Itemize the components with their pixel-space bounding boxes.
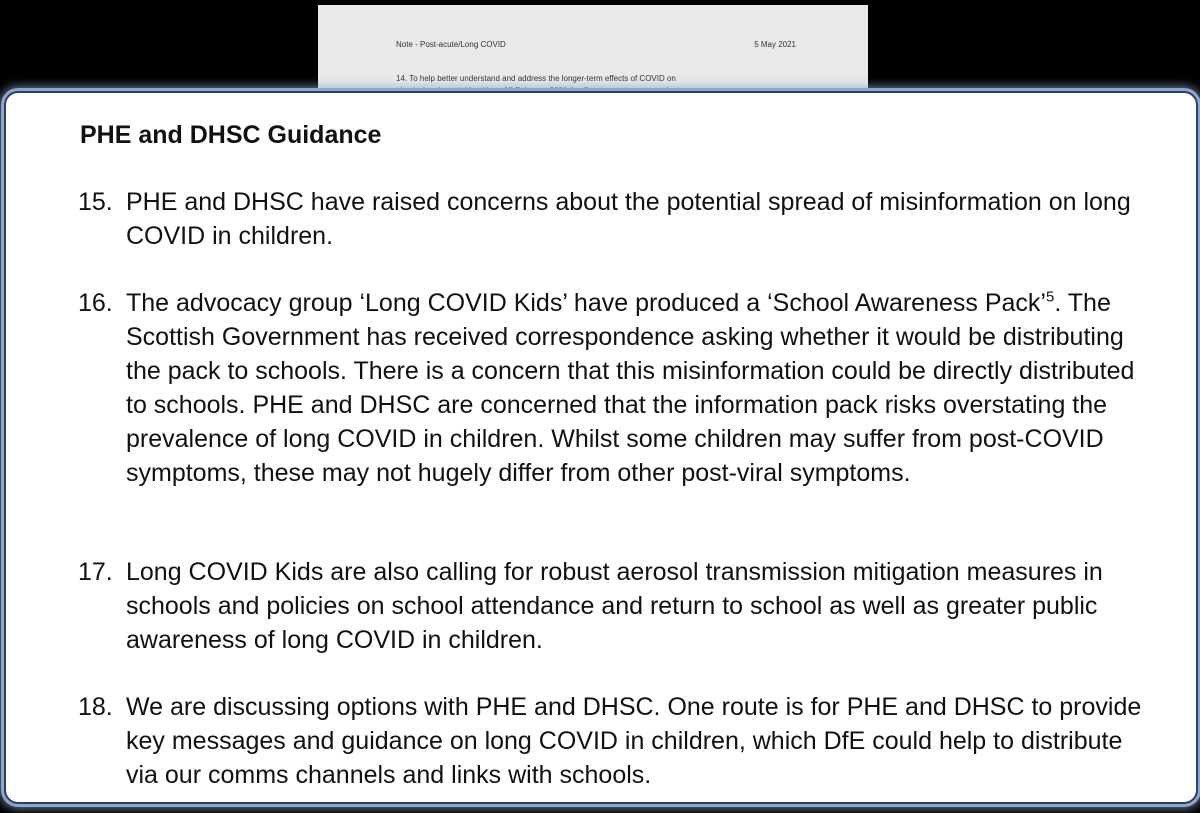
- paragraph-15: [78, 185, 1158, 253]
- zoomed-callout-panel: [4, 91, 1198, 804]
- paragraph-text: We are discussing options with PHE and DHSC. One route is for PHE and DHSC to provide key messages and guidance on long COVID in children, which DfE could help to distribute via our comms channels and links with schools.: [126, 693, 1142, 789]
- paragraph-17: [78, 555, 1158, 657]
- paragraph-16: [78, 286, 1158, 490]
- paragraph-number: 16.: [78, 289, 113, 317]
- paragraph-number: 18.: [78, 693, 113, 721]
- paragraph-text: [126, 286, 1158, 490]
- document-title: Note - Post-acute/Long COVID: [396, 40, 506, 49]
- document-date: 5 May 2021: [754, 40, 796, 49]
- paragraph-number: 15.: [78, 188, 113, 216]
- section-heading: PHE and DHSC Guidance: [80, 121, 382, 149]
- paragraph-14: 14. To help better understand and address the longer-term effects of COVID on: [396, 74, 676, 83]
- background-document-page: [318, 5, 868, 100]
- paragraph-text-part-2: . The Scottish Government has received correspondence asking whether it would be distributing the pack to schools. There is a concern that this misinformation could be directly distributed to schools. PHE and DHSC are concerned that the information pack risks overstating the prevalence of long COVID in children. Whilst some children may suffer from post-COVID symptoms, these may not hugely differ from other post-viral symptoms.: [126, 289, 1135, 487]
- footnote-reference: 5: [1045, 288, 1055, 306]
- paragraph-text-part-1: The advocacy group ‘Long COVID Kids’ have produced a ‘School Awareness Pack’: [126, 289, 1046, 317]
- paragraph-text: PHE and DHSC have raised concerns about the potential spread of misinformation on long COVID in children.: [126, 188, 1131, 250]
- paragraph-number: 17.: [78, 558, 113, 586]
- paragraph-text: Long COVID Kids are also calling for robust aerosol transmission mitigation measures in schools and policies on school attendance and return to school as well as greater public awareness of long COVID in children.: [126, 558, 1103, 654]
- paragraph-18: [78, 690, 1158, 792]
